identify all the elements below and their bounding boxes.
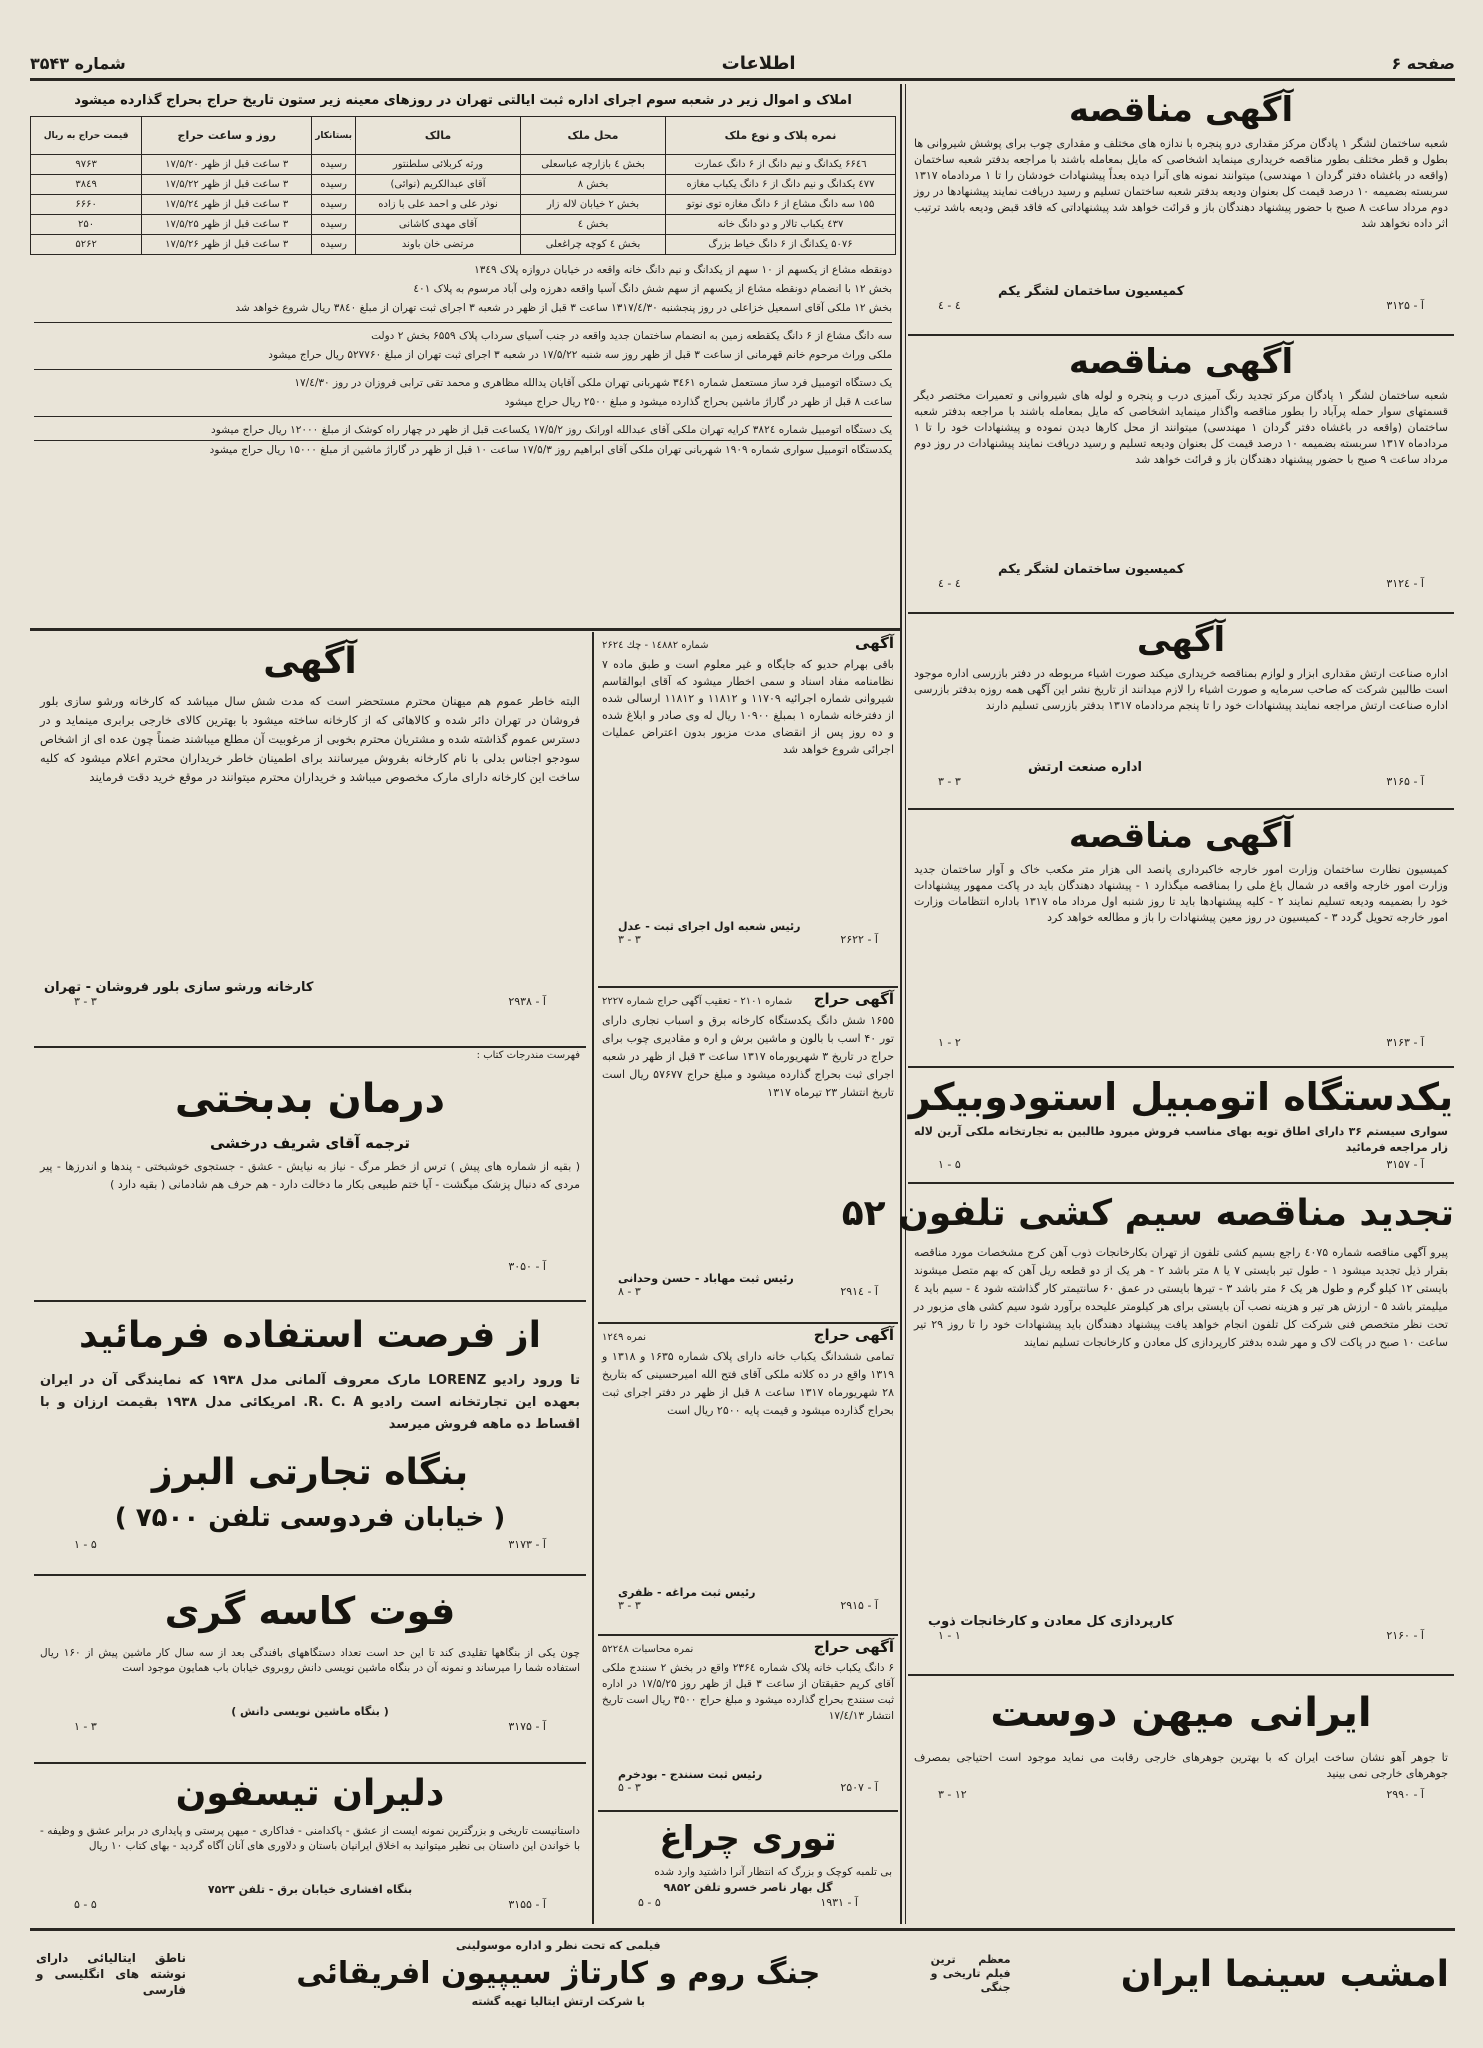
auction-table (30, 116, 896, 255)
ref-count: ٤ - ٤ (938, 577, 961, 590)
ref-code: آ - ۳۱۷۳ (508, 1538, 546, 1551)
ref-code: آ - ۳۱۵۷ (1386, 1158, 1424, 1171)
ad-book (34, 1766, 586, 1924)
ref-count: ۱۲ - ۳ (938, 1788, 967, 1801)
cinema-film: جنگ روم و کارتاژ سیپیون افریقائی (296, 1956, 821, 1991)
table-cell: بخش ٤ بازارچه عباسعلی (521, 155, 666, 175)
ref-count: ۳ - ۱ (74, 1720, 97, 1733)
ad-ref (908, 299, 1454, 312)
section-rule (30, 628, 900, 631)
column-divider (905, 84, 906, 1924)
ad-ref (908, 1158, 1454, 1171)
ad-title: فوت کاسه گری (164, 1589, 456, 1633)
ad-signature: اداره صنعت ارتش (1028, 760, 1142, 775)
table-cell: ۳ ساعت قبل از ظهر ۱۷/۵/۲۰ (142, 155, 312, 175)
ad-ref (598, 1896, 898, 1909)
legal-notice (598, 634, 898, 984)
ad-title: آگهی مناقصه (1068, 816, 1294, 856)
ad-address: گل بهار ناصر خسرو تلفن ۹۸۵۲ (663, 1881, 833, 1894)
ad-rule (34, 1574, 586, 1576)
table-cell: ۳۸٤۹ (31, 175, 142, 195)
table-row (31, 155, 896, 175)
ad-shop: ( بنگاه ماشین نویسی دانش ) (231, 1705, 389, 1718)
table-cell: رسیده (312, 215, 356, 235)
ad-crystal (34, 634, 586, 1044)
notice-body: تمامی ششدانگ یکباب خانه دارای پلاک شماره ۱۶۳۵ و ۱۳۱۸ و ۱۳۱۹ واقع در ده کلاته ملکی آقای فتح الله امیرحسینی که بتاریخ ۲۸ شهریورماه ۱۳۱۷ ساعت ۸ قبل از ظهر در دفتر اجرای ثبت بحراج گذارده میشود و قیمت پایه ۲۵۰۰ ریال است (602, 1350, 895, 1417)
ad-signature: کمیسیون ساختمان لشگر یکم (998, 562, 1185, 577)
col-header: نمره پلاک و نوع ملک (666, 117, 896, 155)
table-row (31, 195, 896, 215)
auction-title: املاک و اموال زیر در شعبه سوم اجرای اداره ثبت ایالتی تهران در روزهای معینه زیر ستون تاریخ حراج بحراج گذارده میشود (74, 93, 852, 108)
ref-code: آ - ۲۶۲۲ (840, 933, 878, 946)
ref-code: آ - ۱۹۳۱ (820, 1896, 858, 1909)
newspaper-name: اطلاعات (721, 52, 796, 74)
table-cell: ۶۶٤٦ یکدانگ و نیم دانگ از ۶ دانگ عمارت (666, 155, 896, 175)
ad-ref (908, 1629, 1454, 1642)
ad-title: تجدید مناقصه سیم کشی تلفون ۵۲ (841, 1193, 1454, 1234)
auction-note: ملکی وراث مرحوم خانم قهرمانی از ساعت ۳ قبل از ظهر روز سه شنبه ۱۷/۵/۲۲ در شعبه ۳ اجرای ثبت تهران از مبلغ ۵۲۷۷۶۰ ریال حراج میشود (268, 349, 892, 361)
ad-body: شعبه ساختمان لشگر ۱ پادگان مرکز تجدید رنگ آمیزی درب و پنجره و لوله های شیروانی و تعمیرات مختصر دیگر قسمتهای سوار حمله پرآباد را بطور مناقصه واگذار مینماید اشخاصی که مایل بمعامله باشند با مراجعه بدفتر شعبه ساختمان (واقعه در باغشاه دفتر گردان ۱ مهندسی) میتوانند از محل کارها دیدن نموده و پیشنهادات خود را تا ۱ مردادماه ۱۳۱۷ سربسته بضمیمه ۱۰ درصد قیمت کل بعنوان ودیعه تسلیم و رسید دریافت نمایند پیشنهادات در روز دوم مرداد ساعت ۹ صبح با حضور پیشنهاد دهندگان باز و قرائت خواهد شد (914, 389, 1449, 466)
ad-title: آگهی مناقصه (1068, 342, 1294, 382)
notice-title: آگهی حراج (813, 1326, 894, 1344)
ad-rule (908, 808, 1454, 810)
table-row (31, 175, 896, 195)
ad-signature: کمیسیون ساختمان لشگر یکم (998, 284, 1185, 299)
ad-shop: بنگاه تجارتی البرز (151, 1452, 469, 1493)
table-cell: بخش ۸ (521, 175, 666, 195)
ad-industry (908, 616, 1454, 806)
table-cell: نوذر علی و احمد علی با زاده (356, 195, 521, 215)
ref-count: ۵ - ۱ (938, 1158, 961, 1171)
notice-meta: نمره ۱۲٤۹ (602, 1332, 646, 1343)
ad-body: تا جوهر آهو نشان ساخت ایران که با بهترین جوهرهای خارجی رقابت می نماید موجود است احتیاجی بمصرف جوهرهای خارجی نمی بینید (914, 1751, 1448, 1780)
ref-count: ۳ - ۳ (74, 995, 97, 1008)
notice-rule (598, 986, 898, 988)
ref-code: آ - ۳۱۲۵ (1386, 299, 1424, 312)
cinema-subtitle: معظم ترین فیلم تاریخی و جنگی (930, 1953, 1011, 1994)
notice-meta: شماره ۲۱۰۱ - تعقیب آگهی حراج شماره ۲۲۲۷ (602, 996, 793, 1007)
col-header: مالک (356, 117, 521, 155)
ad-tender-army (908, 86, 1454, 331)
notice-body: ۶ دانگ یکباب خانه پلاک شماره ۲۳۶٤ واقع در بخش ۲ سنندج ملکی آقای کریم حقیقتان از ساعت ۳ قبل از ظهر روز ۱۷/۵/۲۵ در اداره ثبت سنندج بحراج گذارده میشود و مبلغ حراج ۳۵۰۰ ریال است تاریخ انتشار ۱۷/٤/۱۳ (602, 1662, 894, 1722)
ad-body: ( بقیه از شماره های پیش ) ترس از خطر مرگ - نیاز به نیایش - عشق - جستجوی خوشبختی - پندها و اندرزها - پیر مردی که دنبال پزشک میگشت - آیا ختم طبیعی بکار ما دخالت دارد - هم حرف هم شادمانی ( بقیه دارد ) (40, 1160, 580, 1191)
legal-notice (598, 1638, 898, 1808)
ad-body: اداره صناعت ارتش مقداری ابزار و لوازم بمناقصه خریداری میکند صورت اشیاء مربوطه در دفتر بازرسی اداره موجود است طالبین شرکت که صاحب سرمایه و صورت اشیاء را لازم میدانند از تاریخ نشر این آگهی همه روزه بدفتر بازرسی اداره صناعت ارتش مراجعه نمایند پیشنهادات خود را تا پنجم مردادماه ۱۳۱۷ بدفتر بازرسی تسلیم دارند (914, 667, 1448, 712)
ref-code: آ - ۳۱۶۵ (1386, 775, 1424, 788)
auction-note: سه دانگ مشاع از ۶ دانگ یکقطعه زمین به انضمام ساختمان جدید واقعه در جنب آسیای سرداب پلاک ۶۵۵۹ بخش ۲ دولت (34, 322, 892, 346)
auction-notes (30, 255, 896, 466)
auction-note: بخش ۱۲ با انضمام دونقطه مشاع از یکسهم از سهم شش دانگ آسیا واقعه دهرزه ولی آباد مرسوم به پلاک ٤۰۱ (413, 283, 892, 295)
ad-rule (34, 1762, 586, 1764)
table-cell: ورثه کربلائی سلطنتور (356, 155, 521, 175)
table-cell: ۲۵۰ (31, 215, 142, 235)
ad-title: آگهی (263, 641, 357, 682)
ad-body: شعبه ساختمان لشگر ۱ پادگان مرکز مقداری درو پنجره با ندازه های مختلف و مقداری چوب برای پوشش شیروانی ها بطول و قطر مختلف بطور مناقصه خریداری مینماید اشخاصی که مایل بمعامله باشند با مراجعه بدفتر شعبه ساختمان (واقعه در باغشاه دفتر گردان ۱ مهندسی) میتوانند نمونه های آنرا دیده بعداً پیشنهادات خودشان را تا ۱ مردادماه ۱۳۱۷ سربسته بضمیمه ۱۰ درصد قیمت کل بعنوان ودیعه بدفتر شعبه ساختمان تسلیم و رسید دریافت نمایند پیشنهادها در روز دوم مرداد ساعت ۸ صبح با حضور پیشنهاد دهندگان باز و قرائت خواهد شد پیشنهاداتی که فاقد قبض ودیعه باشد ترتیب اثر داده نخواهد شد (914, 137, 1449, 230)
ad-body: پیرو آگهی مناقصه شماره ٤۰۷۵ راجع بسیم کشی تلفون از تهران بکارخانجات ذوب آهن کرج مشخصات مورد مناقصه بقرار ذیل تجدید میشود ۱ - طول تیر بایستی ۷ یا ۸ متر باشد ۲ - هر یک از دو قطعه ریل آهن که بهم متصل میشوند بایستی ۱۲ کیلو گرم و طول هر یک ۶ متر باشد ۳ - تیرها بایستی در عمق ۶۰ سانتیمتر کار گذاشته شود ٤ - سیم باید ٤ میلیمتر باشد ۵ - ارزش هر تیر و هزینه نصب آن بایستی برای هر کیلومتر علیحده برآورد شود سیم کشی های مزبور در تحت نظر متخصص فنی شرکت کل تلفون انجام خواهد یافت پیشنهاد دهندگان باید پیشنهادات خود را تا روز ۲۹ تیر ساعت ۱۰ صبح در پاکت لاک و مهر شده بدفتر کارپردازی کل معادن و کارخانجات تسلیم نمایند (914, 1246, 1449, 1349)
ad-ref (908, 1036, 1454, 1049)
col-header: بستانکار (312, 117, 356, 155)
col-header: محل ملک (521, 117, 666, 155)
ad-tender-army-2 (908, 338, 1454, 610)
ad-lamp (598, 1814, 898, 1924)
ref-code: آ - ۳۱۵۵ (508, 1898, 546, 1911)
notice-title: آگهی (855, 634, 894, 652)
ref-count: ۵ - ۱ (74, 1538, 97, 1551)
auction-note: ساعت ۸ قبل از ظهر در گاراژ ماشین بحراج گذارده میشود و مبلغ ۲۵۰۰ ریال حراج میشود (504, 396, 892, 408)
notice-title: آگهی حراج (813, 990, 894, 1008)
ad-subtitle: ترجمه آقای شریف درخشی (209, 1134, 411, 1152)
cinema-lang: ناطق ایتالیائی دارای نوشته های انگلیسی و فارسی (36, 1951, 187, 1997)
ref-code: آ - ۲۵۰۷ (840, 1781, 878, 1794)
ad-body: تا ورود رادیو LORENZ مارک معروف آلمانی مدل ۱۹۳۸ که نمایندگی آن در ایران بعهده این تجارتخانه است رادیو R. C. A. امریکائی مدل ۱۹۳۸ بقیمت ارزان و با اقساط ده ماهه فروش میرسد (40, 1373, 580, 1432)
cinema-note-top: فیلمی که تحت نظر و اداره موسولینی (455, 1939, 661, 1952)
ref-count: ۳ - ۸ (618, 1285, 641, 1298)
table-cell: آقای مهدی کاشانی (356, 215, 521, 235)
ad-body: البته خاطر عموم هم میهنان محترم مستحضر است که مدت شش سال میباشد که کارخانه ورشو سازی بلور فروشان در تهران دائر شده و کالاهائی که از کارخانه ساخته میشود با بهترین کالای خارجی برابری مینماید و در دسترس عموم گذاشته شده و مشتریان محترم بخوبی از مرغوبیت آن مطلع میباشند ضمناً چون عده ای از اشخاص سودجو اجناس بدلی با نام کارخانه بفروش میرسانند برای اطمینان خاطر خریداران محترم اعلام میشود که کلیه ساخت این کارخانه دارای مارک مخصوص میباشد و خریداران محترم میتوانند در موقع خرید دقت فرمایند (40, 694, 580, 784)
ad-rule (34, 1300, 586, 1302)
table-cell: ۶۶۶۰ (31, 195, 142, 215)
auction-note: بخش ۱۲ ملکی آقای اسمعیل خزاعلی در روز پنجشنبه ۱۳۱۷/٤/۳۰ ساعت ۳ قبل از ظهر در شعبه ۳ اجرای ثبت تهران از مبلغ ۳۸٤۰ ریال شروع خواهد شد (235, 302, 892, 314)
ref-code: آ - ۳۰۵۰ (508, 1260, 546, 1273)
ref-count: ٤ - ٤ (938, 299, 961, 312)
ad-title: توری چراغ (659, 1819, 837, 1859)
table-cell: مرتضی خان باوند (356, 235, 521, 255)
cinema-note-bottom: با شرکت ارتش ایتالیا تهیه گشته (471, 1995, 646, 2008)
ad-title: آگهی (1136, 620, 1226, 660)
notice-ref (598, 933, 898, 946)
ref-code: آ - ۳۱۲٤ (1386, 577, 1424, 590)
ad-tender-foreign (908, 812, 1454, 1062)
table-cell: ٤۳۷ یکباب تالار و دو دانگ خانه (666, 215, 896, 235)
book-index-label: فهرست مندرجات کتاب : (476, 1050, 580, 1061)
header-rule (30, 78, 1455, 81)
page-number: صفحه ۶ (1391, 53, 1455, 73)
col-header: قیمت حراج به ریال (31, 117, 142, 155)
ref-code: آ - ۲۹۱٤ (840, 1285, 878, 1298)
notice-meta: شماره ۱٤۸۸۲ - چك ۲۶۲٤ (602, 640, 709, 651)
notice-body: باقی بهرام حدیو که جایگاه و غیر معلوم است و طبق ماده ۷ نظامنامه مفاد اسناد و سمی اخطار میشود که آقای ابوالقاسم شیروانی شماره اجرائیه ۱۱۷۰۹ و ۱۱۸۱۲ و ۱۱۸۱۲ ارسالی شده از دفترخانه شماره ۱ بمبلغ ۱۰۹۰۰ ریال له وی صادر و ابلاغ شده و ده روز پس از انقضای مدت مزبور بدون اعتراض عملیات اجرائی شروع خواهد شد (602, 658, 895, 756)
ad-embroidery (34, 1578, 586, 1758)
table-cell: رسیده (312, 195, 356, 215)
notice-signature: رئیس ثبت مهاباد - حسن وحدانی (618, 1272, 794, 1285)
notice-rule (598, 1810, 898, 1812)
ad-signature: کارخانه ورشو سازی بلور فروشان - تهران (44, 980, 314, 995)
ref-code: آ - ۳۱۷۵ (508, 1720, 546, 1733)
table-cell: ٤٧٧ یکدانگ و نیم دانگ از ۶ دانگ یکباب مغازه (666, 175, 896, 195)
ref-code: آ - ۲۹۱۵ (840, 1599, 878, 1612)
table-cell: ۵۲۶۲ (31, 235, 142, 255)
table-row (31, 235, 896, 255)
ad-body: بی تلمبه کوچک و بزرگ که انتظار آنرا داشتید وارد شده (654, 1866, 892, 1878)
table-cell: ۳ ساعت قبل از ظهر ۱۷/۵/۲۲ (142, 175, 312, 195)
ref-count: ۳ - ۳ (618, 933, 641, 946)
cinema-title: امشب سینما ایران (1120, 1953, 1449, 1995)
notice-ref (598, 1285, 898, 1298)
column-divider (900, 84, 902, 1924)
ref-code: آ - ۳۱۶۳ (1386, 1036, 1424, 1049)
notice-signature: رئیس شعبه اول اجرای ثبت - عدل (618, 920, 801, 933)
auction-note: یک دستگاه اتومبیل شماره ۳۸۲٤ کرایه تهران ملکی آقای عبدالله اورانک روز ۱۷/۵/۲ یکساعت قبل از ظهر در چهار راه کوشک از مبلغ ۱۲۰۰۰ ریال حراج میشود (34, 416, 892, 440)
ad-signature: کارپردازی کل معادن و کارخانجات ذوب (928, 1614, 1174, 1629)
auction-note: یک دستگاه اتومبیل فرد ساز مستعمل شماره ۳٤۶۱ شهربانی تهران ملکی آقایان یدالله مظاهری و محمد تقی ترابی فروزان در روز ۱۷/٤/۳۰ (34, 369, 892, 393)
table-cell: بخش ٤ کوچه چراغعلی (521, 235, 666, 255)
table-cell: ۱۵۵ سه دانگ مشاع از ۶ دانگ مغازه توی نوتو (666, 195, 896, 215)
ad-address: ( خیابان فردوسی تلفن ۷۵۰۰ ) (114, 1503, 506, 1533)
ad-radio (34, 1304, 586, 1572)
notice-ref (598, 1781, 898, 1794)
ad-rule (908, 612, 1454, 614)
ad-rule (908, 1066, 1454, 1068)
ad-shop: بنگاه افشاری خیابان برق - تلفن ۷۵۲۳ (207, 1883, 413, 1896)
table-cell: ۳ ساعت قبل از ظهر ۱۷/۵/۲۶ (142, 235, 312, 255)
legal-notice (598, 990, 898, 1320)
cinema-banner (30, 1934, 1455, 2014)
table-row (31, 215, 896, 235)
ad-rule (908, 334, 1454, 336)
ad-body: کمیسیون نظارت ساختمان وزارت امور خارجه خاکبرداری پانصد الی هزار متر مکعب خاک و آوار ساختمان جدید وزارت امور خارجه واقعه در شمال باغ ملی را بمناقصه میگذارد ۱ - پیشنهاد دهندگان باید در پاکت ممهور پیشنهادات خود را بضمیمه ودیعه تسلیم نمایند ۲ - کلیه پیشنهادها باید تا روز شنبه اول مرداد ماه ۱۳۱۷ باداره انتظامات وزارت امور خارجه تحویل گردد ۳ - کمیسیون در روز معین پیشنهادات را باز و مطالعه خواهد کرد (914, 863, 1449, 924)
ad-body: سواری سیستم ۳۶ دارای اطاق تویه بهای مناسب فروش میرود طالبین به تجارتخانه ملکی آرین لاله زار مراجعه فرمائید (914, 1125, 1448, 1154)
ad-ref (34, 1538, 586, 1551)
table-cell: رسیده (312, 155, 356, 175)
column-divider (592, 632, 594, 1924)
table-cell: آقای عبدالکریم (نوائی) (356, 175, 521, 195)
table-cell: ۳ ساعت قبل از ظهر ۱۷/۵/۲۵ (142, 215, 312, 235)
ad-rule (908, 1674, 1454, 1676)
table-cell: بخش ۲ خیابان لاله زار (521, 195, 666, 215)
ad-ref (34, 1260, 586, 1273)
auction-notice (30, 86, 896, 626)
table-cell: رسیده (312, 235, 356, 255)
issue-number: شماره ۳۵۴۳ (30, 53, 126, 73)
notice-signature: رئیس ثبت سنندج - بودخرم (618, 1768, 763, 1781)
notice-signature: رئیس ثبت مراغه - ظفری (618, 1586, 756, 1599)
page-header (30, 50, 1455, 76)
auction-note: دونقطه مشاع از یکسهم از ۱۰ سهم از یکدانگ و نیم دانگ خانه واقعه در خیابان دروازه پلاک ۱۳٤۹ (474, 264, 892, 276)
ad-title: یکدستگاه اتومبیل استودوبیکر (908, 1075, 1454, 1119)
auction-header-row (31, 117, 896, 155)
notice-meta: نمره محاسبات ۵۲۲٤۸ (602, 1644, 694, 1655)
notice-body: ۱۶۵۵ شش دانگ یکدستگاه کارخانه برق و اسباب نجاری دارای تور ۴۰ اسب با بالون و ماشین برش و اره و مقادیری چوب برای حراج در تاریخ ۳ شهریورماه ۱۳۱۷ ساعت ۳ قبل از ظهر در شعبه اجرای ثبت بحراج گذارده میشود و مبلغ حراج ۵۷۶۷۷ ریال است تاریخ انتشار ۲۳ تیرماه ۱۳۱۷ (602, 1014, 894, 1099)
table-cell: رسیده (312, 175, 356, 195)
col-header: روز و ساعت حراج (142, 117, 312, 155)
notice-rule (598, 1322, 898, 1324)
banner-rule (30, 1928, 1455, 1931)
ref-count: ۵ - ۵ (74, 1898, 97, 1911)
ad-patriot (908, 1678, 1454, 1924)
auction-note: یکدستگاه اتومبیل سواری شماره ۱۹۰۹ شهربانی تهران ملکی آقای ابراهیم روز ۱۷/۵/۳ ساعت ۱۰ قبل از ظهر در گاراژ ماشین از مبلغ ۱۵۰۰۰ ریال حراج میشود (34, 440, 892, 460)
notice-rule (598, 1634, 898, 1636)
notice-ref (598, 1599, 898, 1612)
ad-ref (908, 775, 1454, 788)
table-cell: ۳ ساعت قبل از ظهر ۱۷/۵/۲٤ (142, 195, 312, 215)
ad-title: آگهی مناقصه (1068, 90, 1294, 130)
ad-title: از فرصت استفاده فرمائید (79, 1315, 541, 1356)
table-cell: بخش ٤ (521, 215, 666, 235)
ad-body: چون یکی از بنگاهها تقلیدی کند تا این حد است تعداد دستگاههای بافندگی بعد از سه سال کار ماشین پیش از ۱۶۰ ریال استفاده شما را میرساند و نمونه آن در بنگاه ماشین نویسی دانش روبروی خیابان باب همایون موجود است (40, 1647, 581, 1674)
ref-count: ۳ - ۳ (618, 1599, 641, 1612)
ad-ref (908, 577, 1454, 590)
ref-code: آ - ۲۹۹۰ (1386, 1788, 1424, 1801)
notice-title: آگهی حراج (813, 1638, 894, 1656)
ref-count: ۵ - ۵ (638, 1896, 661, 1909)
ref-code: آ - ۲۱۶۰ (1386, 1629, 1424, 1642)
ref-count: ۱ - ۱ (938, 1629, 961, 1642)
ad-title: درمان بدبختی (174, 1076, 446, 1122)
ad-ref (34, 1720, 586, 1733)
ad-novel (34, 1066, 586, 1296)
ad-ref (34, 995, 586, 1008)
ad-rule (908, 1182, 1454, 1184)
ad-title: ایرانی میهن دوست (990, 1690, 1372, 1736)
ref-code: آ - ۲۹۳۸ (508, 995, 546, 1008)
table-cell: ۹۷۶۳ (31, 155, 142, 175)
ref-count: ۳ - ۳ (938, 775, 961, 788)
ad-ref (908, 1788, 1454, 1801)
ad-car (908, 1070, 1454, 1180)
legal-notice (598, 1326, 898, 1632)
ad-body: داستانیست تاریخی و بزرگترین نمونه ایست از عشق - پاکدامنی - فداکاری - میهن پرستی و پایداری در برابر عشق و وظیفه - با خواندن این داستان بی نظیر میتوانید به اخلاق ایرانیان باستان و دلاوری های آنان آگاه گردید - بهای کتاب ۱۰ ریال (40, 1825, 580, 1852)
ref-count: ۳ - ۵ (618, 1781, 641, 1794)
ref-count: ۲ - ۱ (938, 1036, 961, 1049)
ad-title: دلیران تیسفون (175, 1773, 445, 1814)
ad-ref (34, 1898, 586, 1911)
table-cell: ۵۰۷۶ یکدانگ از ۶ دانگ خیاط بزرگ (666, 235, 896, 255)
